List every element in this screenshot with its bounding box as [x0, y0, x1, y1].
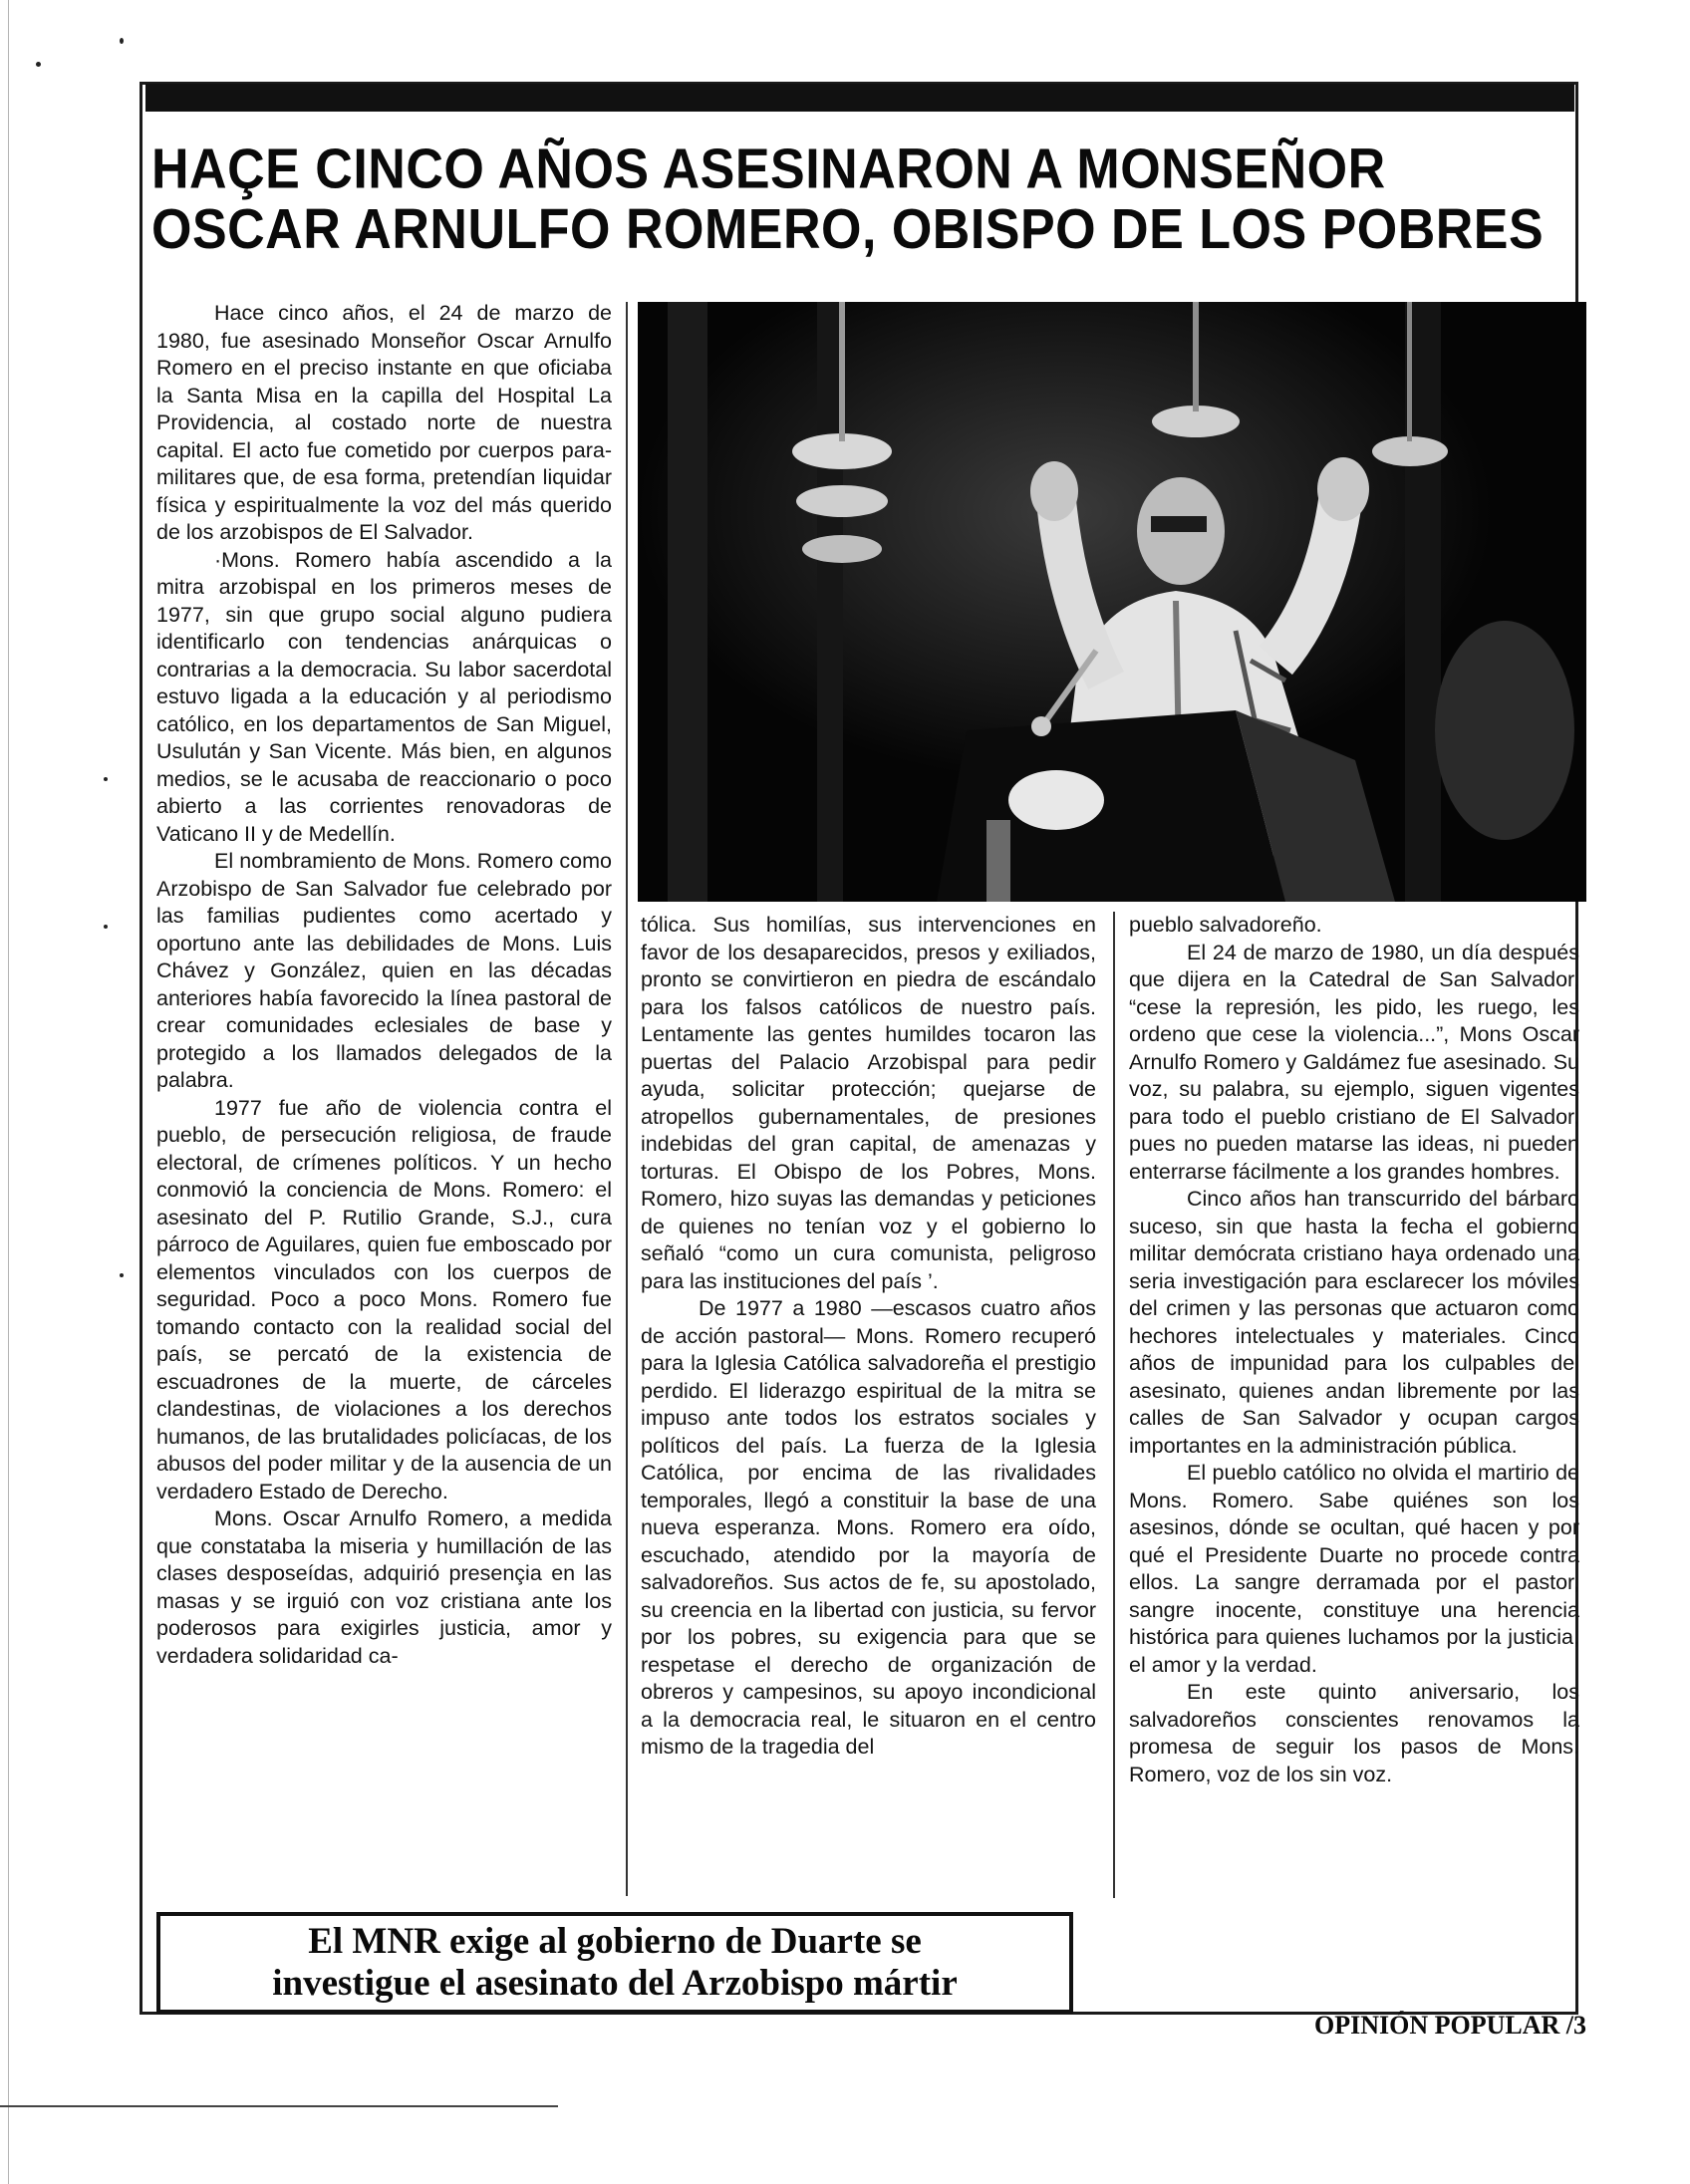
- column-2: [641, 912, 1096, 1898]
- column-3: [1129, 912, 1579, 1988]
- column-divider: [626, 302, 628, 1896]
- scan-edge-line: [0, 2105, 558, 2107]
- callout-box: [156, 1912, 1073, 2014]
- publication-name: OPINIÓN POPULAR: [1313, 2011, 1560, 2040]
- paragraph: El pueblo católico no olvida el martirio de Mons. Romero. Sabe quiénes son los asesinos, dónde se ocultan, qué hacen y por qué el Presidente Duarte no procede contra ellos. La sangre derramada por el pastor, sangre inocente, constituye una herencia histórica para quienes luchamos por la justicia, el amor y la verdad.: [1129, 1461, 1579, 1677]
- paragraph: En este quinto aniversario, los salvadoreños conscientes renovamos la promesa de seguir los pasos de Mons. Romero, voz de los sin voz.: [1129, 1680, 1579, 1786]
- callout-line-2: investigue el asesinato del Arzobispo mártir: [272, 1963, 958, 2004]
- paragraph: Hace cinco años, el 24 de marzo de 1980, fue asesinado Monseñor Oscar Arnulfo Romero en el preciso instante en que oficiaba la Santa Misa en la capilla del Hospital La Providencia, al costado norte de nuestra capital. El acto fue cometido por cuerpos para-militares que, de esa forma, pretendían liquidar física y espiritualmente la voz del más querido de los arzobispos de El Salvador.: [156, 301, 612, 544]
- paragraph: El 24 de marzo de 1980, un día después que dijera en la Catedral de San Salvador, “cese la represión, les pido, les ruego, les ordeno que cese la violencia...”, Mons Oscar Arnulfo Romero y Galdámez fue asesinado. Su voz, su palabra, su ejemplo, siguen vigentes para todo el pueblo cristiano de El Salvador, pues no pueden matarse las ideas, ni pueden enterrarse fácilmente a los grandes hombres.: [1129, 940, 1579, 1184]
- top-black-bar: [145, 84, 1574, 112]
- scan-speck: [120, 1273, 124, 1277]
- scan-speck: [104, 777, 108, 781]
- paragraph: El nombramiento de Mons. Romero como Arzobispo de San Salvador fue celebrado por las familias pudientes como acertado y oportuno ante las debilidades de Mons. Luis Chávez y González, quien en las décadas anteriores había favorecido la línea pastoral de crear comunidades eclesiales de base y protegido a los llamados delegados de la palabra.: [156, 849, 612, 1092]
- scan-speck: [120, 38, 124, 44]
- headline-line-1: HAÇE CINCO AÑOS ASESINARON A MONSEÑOR: [151, 137, 1386, 201]
- photo-illustration: [638, 302, 1586, 902]
- paragraph: Cinco años han transcurrido del bárbaro suceso, sin que hasta la fecha el gobierno militar demócrata cristiano haya ordenado una seria investigación para esclarecer los móviles del crimen y las personas que actuaron como hechores intelectuales y materiales. Cinco años de impunidad para los culpables del asesinato, quienes andan libremente por las calles de San Salvador y ocupan cargos importantes en la administración pública.: [1129, 1187, 1579, 1458]
- scan-speck: [36, 62, 41, 67]
- scan-speck: [104, 925, 108, 929]
- headline: [151, 139, 1566, 260]
- page-footer: [1258, 2011, 1586, 2041]
- headline-line-2: OSCAR ARNULFO ROMERO, OBISPO DE LOS POBRES: [151, 198, 1545, 262]
- paragraph: De 1977 a 1980 —escasos cuatro años de acción pastoral— Mons. Romero recuperó para la Iglesia Católica salvadoreña el prestigio perdido. El liderazgo espiritual de la mitra se impuso ante todos los estratos sociales y políticos del país. La fuerza de la Iglesia Católica, por encima de las rivalidades temporales, llegó a constituir la base de una nueva esperanza. Mons. Romero era oído, escuchado, atendido por la mayoría de salvadoreños. Sus actos de fe, su apostolado, su creencia en la libertad con justicia, su fervor por los pobres, su exigencia para que se respetase el derecho de organización de obreros y campesinos, su apoyo incondicional a la democracia real, le situaron en el centro mismo de la tragedia del: [641, 1296, 1096, 1759]
- romero-photo: [638, 302, 1586, 902]
- page-number: /3: [1565, 2011, 1586, 2040]
- column-divider: [1113, 912, 1115, 1898]
- callout-line-1: El MNR exige al gobierno de Duarte se: [308, 1921, 922, 1962]
- paragraph: tólica. Sus homilías, sus intervenciones en favor de los desaparecidos, presos y exiliados, pronto se convirtieron en piedra de escándalo para los falsos católicos de nuestro país. Lentamente las gentes humildes tocaron las puertas del Palacio Arzobispal para pedir ayuda, solicitar protección; quejarse de atropellos gubernamentales, de presiones indebidas del gran capital, de amenazas y torturas. El Obispo de los Pobres, Mons. Romero, hizo suyas las demandas y peticiones de quienes no tenían voz y el gobierno lo señaló “como un cura comunista, peligroso para las instituciones del país ’.: [641, 913, 1096, 1293]
- paragraph: Mons. Oscar Arnulfo Romero, a medida que constataba la miseria y humillación de las clases desposeídas, adquirió presençia en las masas y se irguió con voz cristiana ante los poderosos para exigirles justicia, amor y verdadera solidaridad ca-: [156, 1506, 612, 1668]
- paragraph: pueblo salvadoreño.: [1129, 913, 1322, 937]
- scan-edge-line: [8, 0, 9, 2184]
- paragraph: ·Mons. Romero había ascendido a la mitra arzobispal en los primeros meses de 1977, sin que grupo social alguno pudiera identificarlo con tendencias anárquicas o contrarias a la democracia. Su labor sacerdotal estuvo ligada a la educación y al periodismo católico, en los departamentos de San Miguel, Usulután y San Vicente. Más bien, en algunos medios, se le acusaba de reaccionario o poco abierto a las corrientes renovadoras de Vaticano II y de Medellín.: [156, 547, 612, 846]
- paragraph: 1977 fue año de violencia contra el pueblo, de persecución religiosa, de fraude electoral, de crímenes políticos. Y un hecho conmovió la conciencia de Mons. Romero: el asesinato del P. Rutilio Grande, S.J., cura párroco de Aguilares, quien fue emboscado por elementos vinculados con los cuerpos de seguridad. Poco a poco Mons. Romero fue tomando contacto con la realidad social del país, se percató de la existencia de escuadrones de la muerte, de cárceles clandestinas, de violaciones a los derechos humanos, de las brutalidades policíacas, de los abusos del poder militar y de la ausencia de un verdadero Estado de Derecho.: [156, 1095, 612, 1503]
- column-1: [156, 300, 612, 1854]
